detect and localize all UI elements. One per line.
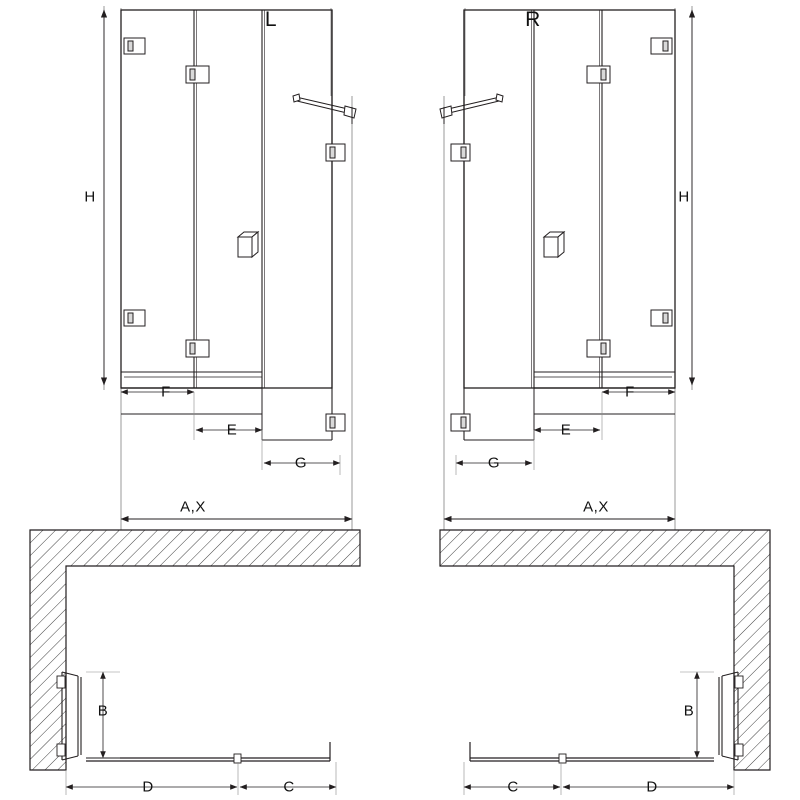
dimension-label-g-right: G: [487, 454, 501, 472]
right-plan-geometry: [440, 530, 770, 795]
dimension-label-e-left: E: [226, 421, 238, 439]
dimension-label-g-left: G: [294, 454, 308, 472]
dimension-label-b-left: B: [97, 702, 109, 720]
dimension-label-c-left: C: [283, 778, 295, 796]
dimension-label-d-right: D: [646, 778, 658, 796]
variant-label-left: L: [264, 8, 278, 31]
dimension-label-h-right: H: [678, 188, 690, 206]
dimension-label-e-right: E: [560, 421, 572, 439]
dimension-label-h-left: H: [84, 188, 96, 206]
right-elevation-geometry: [440, 6, 692, 530]
dimension-label-ax-right: A,X: [583, 498, 609, 516]
dimension-label-c-right: C: [507, 778, 519, 796]
dimension-label-f-right: F: [625, 383, 635, 401]
variant-label-right: R: [525, 8, 541, 31]
dimension-label-ax-left: A,X: [180, 498, 206, 516]
dimension-label-d-left: D: [142, 778, 154, 796]
dimension-label-b-right: B: [683, 702, 695, 720]
left-elevation-geometry: [104, 6, 356, 530]
dimension-label-f-left: F: [161, 383, 171, 401]
left-plan-geometry: [30, 530, 360, 795]
